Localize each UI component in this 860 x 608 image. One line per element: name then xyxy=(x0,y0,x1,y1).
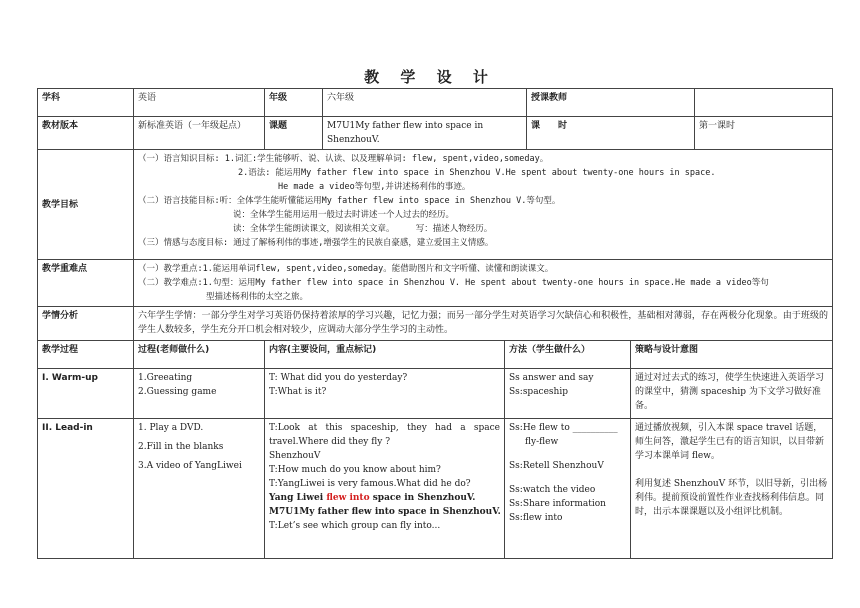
lesson-plan-table xyxy=(37,88,833,559)
leadin-method-line: Ss:He flew to __________ xyxy=(509,423,618,433)
leadin-method-line: Ss:watch the video xyxy=(509,485,596,495)
process-header-strategy: 策略与设计意图 xyxy=(631,341,833,369)
topic-value: M7U1My father flew into space in ShenzhouV. xyxy=(323,117,527,150)
warmup-method-line: Ss:spaceship xyxy=(509,387,568,397)
process-header-stage: 教学过程 xyxy=(38,341,134,369)
leadin-content xyxy=(265,419,505,559)
goals-content xyxy=(134,150,833,260)
info-row-2 xyxy=(38,117,833,150)
grade-label: 年级 xyxy=(265,89,323,117)
leadin-method xyxy=(505,419,631,559)
focus-label: 教学重难点 xyxy=(38,260,134,307)
leadin-strategy-para: 利用复述 ShenzhouV 环节，以旧导新，引出杨利伟。提前预设前置性作业查找杨利伟信息。同时，出示本课课题以及小组评比机制。 xyxy=(635,479,828,517)
goals-row xyxy=(38,150,833,260)
warmup-stage: I. Warm-up xyxy=(38,369,134,419)
page-title: 教 学 设 计 xyxy=(364,68,496,86)
leadin-content-line: T:Let’s see which group can fly into... xyxy=(269,521,441,531)
goals-line: （三）情感与态度目标: 通过了解杨利伟的事迹,增强学生的民族自豪感，建立爱国主义情感。 xyxy=(138,238,494,248)
warmup-strategy: 通过对过去式的练习，使学生快速进入英语学习的课堂中，猜测 spaceship 为下文学习做好准备。 xyxy=(631,369,833,419)
leadin-content-line xyxy=(269,491,500,505)
goals-line: （二）语言技能目标:听：全体学生能听懂能运用My father flew into space in Shenzhou V.等句型。 xyxy=(138,196,561,206)
leadin-content-line: M7U1My father flew into space in ShenzhouV. xyxy=(269,507,501,517)
leadin-strategy-para: 通过播放视频，引入本课 space travel 话题，师生问答，激起学生已有的语言知识，以目带新学习本课单词 flew。 xyxy=(635,423,825,461)
focus-content xyxy=(134,260,833,307)
leadin-method-line: Ss:flew into xyxy=(509,513,563,523)
leadin-teacher-line: 3.A video of YangLiwei xyxy=(138,461,242,471)
goals-line: 说：全体学生能用运用一般过去时讲述一个人过去的经历。 xyxy=(233,210,455,220)
edition-value: 新标准英语（一年级起点） xyxy=(134,117,265,150)
leadin-method-line: Ss:Retell ShenzhouV xyxy=(509,461,604,471)
warmup-method xyxy=(505,369,631,419)
leadin-row xyxy=(38,419,833,559)
process-header-teacher: 过程(老师做什么) xyxy=(134,341,265,369)
process-header-content: 内容(主要设问，重点标记) xyxy=(265,341,505,369)
warmup-content xyxy=(265,369,505,419)
goals-line: 读：全体学生能朗读课文，阅读相关文章。 写：描述人物经历。 xyxy=(233,224,493,234)
process-header-row xyxy=(38,341,833,369)
focus-row xyxy=(38,260,833,307)
goals-line: （一）语言知识目标: 1.词汇:学生能够听、说、认读、以及理解单词: flew, spent,video,someday。 xyxy=(138,154,549,164)
warmup-teacher-line: 1.Greeating xyxy=(138,373,193,383)
period-label: 课 时 xyxy=(527,117,695,150)
topic-label: 课题 xyxy=(265,117,323,150)
analysis-row xyxy=(38,307,833,341)
leadin-teacher-line: 1. Play a DVD. xyxy=(138,423,204,433)
leadin-content-part: space in ShenzhouV. xyxy=(369,493,476,503)
info-row-1 xyxy=(38,89,833,117)
warmup-teacher xyxy=(134,369,265,419)
warmup-teacher-line: 2.Guessing game xyxy=(138,387,217,397)
leadin-method-line: fly-flew xyxy=(525,437,559,447)
leadin-content-line: T:Look at this spaceship, they had a space travel.Where did they fly ? xyxy=(269,423,500,447)
highlight-flew-into: flew into xyxy=(326,493,370,503)
leadin-content-line: ShenzhouV xyxy=(269,451,321,461)
focus-line: 型描述杨利伟的太空之旅。 xyxy=(206,292,309,302)
process-header-method: 方法（学生做什么） xyxy=(505,341,631,369)
teacher-label: 授课教师 xyxy=(527,89,695,117)
goals-line: 2.语法: 能运用My father flew into space in Shenzhou V.He spent about twenty-one hours in space. xyxy=(238,168,716,178)
goals-line: He made a video等句型,并讲述杨利伟的事迹。 xyxy=(278,182,471,192)
subject-value: 英语 xyxy=(134,89,265,117)
leadin-content-line: T:How much do you know about him? xyxy=(269,465,441,475)
warmup-method-line: Ss answer and say xyxy=(509,373,594,383)
grade-value: 六年级 xyxy=(323,89,527,117)
goals-label: 教学目标 xyxy=(38,150,134,260)
edition-label: 教材版本 xyxy=(38,117,134,150)
warmup-content-line: T:What is it? xyxy=(269,387,327,397)
leadin-method-line: Ss:Share information xyxy=(509,499,606,509)
analysis-text: 六年学生学情：一部分学生对学习英语仍保持着浓厚的学习兴趣，记忆力强；而另一部分学生对英语学习欠缺信心和积极性，基础相对薄弱，存在两极分化现象。由于班级的学生人数较多，学生充分开口机会相对较少，应调动大部分学生学习的主动性。 xyxy=(134,307,833,341)
period-value: 第一课时 xyxy=(695,117,833,150)
analysis-label: 学情分析 xyxy=(38,307,134,341)
teacher-value xyxy=(695,89,833,117)
leadin-content-part: Yang Liwei xyxy=(269,493,327,503)
focus-line: （二）教学难点:1.句型：运用My father flew into space in Shenzhou V. He spent about twenty-one hours in space.He made a video等句 xyxy=(138,278,769,288)
focus-line: （一）教学重点:1.能运用单词flew, spent,video,someday。能借助图片和文字听懂、读懂和朗读课文。 xyxy=(138,264,554,274)
warmup-content-line: T: What did you do yesterday? xyxy=(269,373,408,383)
leadin-stage: II. Lead-in xyxy=(38,419,134,559)
subject-label: 学科 xyxy=(38,89,134,117)
leadin-teacher xyxy=(134,419,265,559)
leadin-content-line: T:YangLiwei is very famous.What did he do? xyxy=(269,479,471,489)
leadin-teacher-line: 2.Fill in the blanks xyxy=(138,442,224,452)
warmup-row xyxy=(38,369,833,419)
leadin-strategy xyxy=(631,419,833,559)
